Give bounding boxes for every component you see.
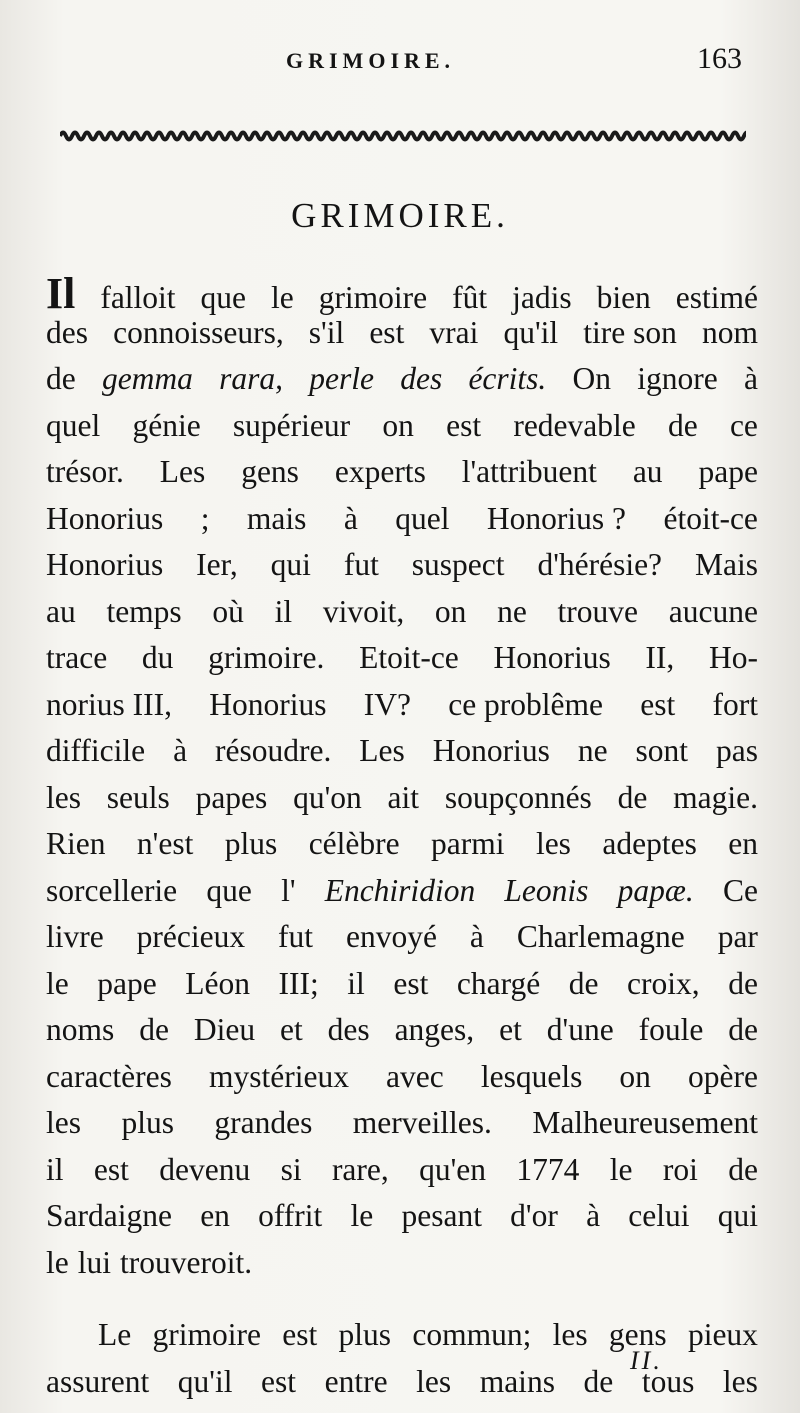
text-line (46, 1245, 758, 1292)
text-line (46, 1152, 758, 1199)
page-number: 163 (697, 42, 742, 75)
word: tire son (583, 314, 677, 350)
word: merveilles. (352, 1105, 492, 1140)
word: opère (688, 1058, 758, 1094)
text-line (46, 873, 758, 920)
word: plus (121, 1105, 174, 1140)
word: On (572, 361, 612, 396)
word: résoudre. (215, 733, 332, 768)
word: pape (698, 454, 758, 489)
word: Sardaigne (46, 1198, 172, 1233)
word: estimé (675, 280, 758, 315)
word: le (46, 965, 69, 1001)
word: à (469, 919, 484, 954)
word: Honorius (46, 547, 164, 582)
word: pesant (401, 1198, 482, 1233)
word: redevable (513, 407, 636, 443)
word: falloit (100, 280, 176, 315)
word: fut (278, 919, 314, 954)
word: ne (577, 733, 608, 768)
word: bien (596, 280, 651, 315)
text-line (46, 733, 758, 780)
word: suspect (411, 547, 505, 582)
word: livre (46, 919, 104, 954)
word: Honorius (493, 640, 611, 675)
word: à (586, 1198, 601, 1233)
word: trésor. (46, 454, 124, 489)
word: Charlemagne (516, 919, 685, 954)
text-line (46, 640, 758, 687)
ornamental-rule (60, 126, 746, 146)
word: de (728, 965, 758, 1001)
word: le (270, 280, 294, 315)
word: est (446, 407, 482, 443)
word: grandes (214, 1105, 313, 1140)
word: qu'on (293, 779, 362, 815)
word: Enchiridion (324, 872, 476, 908)
word: parmi (431, 826, 505, 861)
word: fut (343, 547, 379, 582)
word: Les (359, 733, 405, 768)
word: quel (395, 500, 450, 536)
word: des (400, 361, 443, 396)
word: vrai (429, 314, 479, 350)
word: il (274, 593, 293, 629)
word: gens (608, 1317, 667, 1352)
word: on (619, 1058, 651, 1094)
word: entre (324, 1363, 388, 1399)
word: fût (452, 280, 488, 315)
word: d'hérésie? (537, 547, 663, 582)
word: est (93, 1151, 129, 1187)
word: écrits. (468, 361, 547, 396)
word: norius III, (46, 686, 172, 722)
word: que (200, 280, 247, 315)
word: supérieur (232, 407, 351, 443)
word: à (743, 361, 758, 396)
word: papes (195, 779, 268, 815)
text-line (46, 547, 758, 594)
word: et (499, 1012, 522, 1047)
word: à (173, 733, 188, 768)
word: le (46, 1244, 69, 1280)
word: que (206, 872, 252, 908)
word: noms (46, 1012, 115, 1047)
text-line (46, 501, 758, 548)
word: de (583, 1363, 614, 1399)
paragraph-1 (46, 268, 758, 1291)
word: anges, (394, 1012, 475, 1047)
word: plus (224, 826, 278, 861)
word: foule (638, 1012, 704, 1047)
text-line (46, 361, 758, 408)
word: l'attribuent (461, 454, 597, 489)
word: papæ. (617, 872, 694, 908)
word: au (46, 593, 76, 629)
word: les (416, 1363, 452, 1399)
word: Ho- (708, 640, 758, 675)
word: des (46, 314, 88, 350)
word: lesquels (480, 1058, 583, 1094)
word: mystérieux (208, 1058, 349, 1094)
word: nom (701, 314, 758, 350)
body-text (46, 268, 758, 1410)
text-line (46, 919, 758, 966)
word: de (667, 407, 698, 443)
word: les (535, 826, 571, 861)
word: est (640, 686, 676, 722)
word: trouve (557, 593, 639, 629)
word: où (212, 593, 244, 629)
word: de (139, 1012, 169, 1047)
word: Dieu (193, 1012, 256, 1047)
word: soupçonnés (444, 779, 592, 815)
word: plus (338, 1317, 392, 1352)
word: caractères (46, 1058, 172, 1094)
word: précieux (136, 919, 246, 954)
word: envoyé (345, 919, 437, 954)
word: Le (98, 1317, 132, 1352)
word: ; (200, 500, 210, 536)
word: Ce (722, 872, 758, 908)
word: Léon (185, 965, 250, 1001)
word: fort (712, 686, 758, 722)
word: seuls (106, 779, 170, 815)
word: pas (716, 733, 758, 768)
word: le (350, 1198, 374, 1233)
word: de (617, 779, 648, 815)
text-line (46, 454, 758, 501)
word: n'est (136, 826, 194, 861)
word: Malheureusement (532, 1105, 758, 1140)
word: de (46, 361, 76, 396)
word: Ier, (196, 547, 238, 582)
word: en (200, 1198, 230, 1233)
word: tous (641, 1363, 695, 1399)
word: quel (46, 407, 101, 443)
word: vivoit, (322, 593, 405, 629)
word: jadis (512, 280, 572, 315)
word: ce problême (448, 686, 604, 722)
word: rara, (219, 361, 284, 396)
running-title: GRIMOIRE. (286, 48, 456, 73)
word: des (327, 1012, 370, 1047)
word: d'une (546, 1012, 614, 1047)
word: Rien (46, 826, 106, 861)
word: magie. (673, 779, 758, 815)
word: Honorius ? (486, 500, 627, 536)
word: III; (278, 965, 319, 1001)
word: aucune (668, 593, 758, 629)
word: Honorius (209, 686, 327, 722)
word: qui (717, 1198, 758, 1233)
word: connoisseurs, (113, 314, 284, 350)
running-head (60, 42, 760, 82)
word: Mais (694, 547, 758, 582)
drop-cap: Il (46, 269, 76, 318)
word: étoit-ce (663, 500, 758, 536)
word: d'or (510, 1198, 558, 1233)
word: trouveroit. (120, 1244, 253, 1280)
text-line (46, 966, 758, 1013)
word: de (728, 1012, 758, 1047)
word: les (722, 1363, 758, 1399)
text-line (46, 687, 758, 734)
word: adeptes (602, 826, 697, 861)
word: il (347, 965, 365, 1001)
word: avec (386, 1058, 444, 1094)
word: par (717, 919, 758, 954)
word: grimoire (318, 280, 428, 315)
word: pieux (687, 1317, 758, 1352)
word: perle (309, 361, 375, 396)
word: les (46, 779, 81, 815)
text-line (46, 1105, 758, 1152)
word: qu'il (177, 1363, 233, 1399)
word: mais (246, 500, 307, 536)
word: Etoit-ce (359, 640, 459, 675)
word: célèbre (308, 826, 400, 861)
word: est (369, 314, 405, 350)
word: devenu (159, 1151, 251, 1187)
word: on (434, 593, 467, 629)
word: experts (334, 454, 426, 489)
word: l' (281, 872, 296, 908)
text-line (46, 268, 758, 318)
word: est (261, 1363, 297, 1399)
word: Honorius (46, 500, 164, 536)
word: lui (77, 1244, 111, 1280)
word: roi (662, 1151, 698, 1187)
word: de (568, 965, 599, 1001)
word: Leonis (504, 872, 589, 908)
word: Honorius (432, 733, 550, 768)
word: les (46, 1105, 81, 1140)
word: si (280, 1151, 302, 1187)
word: rare, (331, 1151, 389, 1187)
word: croix, (627, 965, 700, 1001)
word: mains (479, 1363, 555, 1399)
text-line (46, 826, 758, 873)
word: temps (106, 593, 182, 629)
word: grimoire. (208, 640, 325, 675)
word: gens (241, 454, 299, 489)
word: qui (270, 547, 311, 582)
word: en (728, 826, 758, 861)
text-line (46, 408, 758, 455)
word: offrit (258, 1198, 323, 1233)
word: commun; (412, 1317, 532, 1352)
word: ignore (637, 361, 718, 396)
word: qu'il (503, 314, 559, 350)
text-line (46, 1012, 758, 1059)
word: Les (159, 454, 206, 489)
text-line (46, 315, 758, 362)
word: difficile (46, 733, 146, 768)
word: sorcellerie (46, 872, 178, 908)
word: trace (46, 640, 108, 675)
word: au (632, 454, 663, 489)
word: celui (628, 1198, 690, 1233)
word: il (46, 1151, 64, 1187)
word: grimoire (152, 1317, 261, 1352)
word: les (552, 1317, 588, 1352)
signature-mark: II. (630, 1346, 663, 1375)
word: assurent (46, 1363, 150, 1399)
word: ait (387, 779, 420, 815)
word: qu'en (419, 1151, 487, 1187)
word: ne (497, 593, 527, 629)
word: ce (729, 407, 758, 443)
word: génie (132, 407, 201, 443)
word: à (343, 500, 358, 536)
word: gemma (101, 361, 193, 396)
text-line (46, 594, 758, 641)
text-line (46, 1059, 758, 1106)
chapter-title: GRIMOIRE. (291, 196, 509, 235)
text-line (46, 780, 758, 827)
word: chargé (456, 965, 541, 1001)
word: II, (645, 640, 675, 675)
word: on (382, 407, 414, 443)
text-line (46, 1198, 758, 1245)
word: est (282, 1317, 318, 1352)
word: et (280, 1012, 303, 1047)
word: s'il (308, 314, 345, 350)
word: IV? (363, 686, 411, 722)
word: le (609, 1151, 633, 1187)
word: est (393, 965, 429, 1001)
word: sont (635, 733, 689, 768)
word: du (141, 640, 174, 675)
word: de (728, 1151, 758, 1187)
word: pape (97, 965, 157, 1001)
word: 1774 (516, 1151, 580, 1187)
